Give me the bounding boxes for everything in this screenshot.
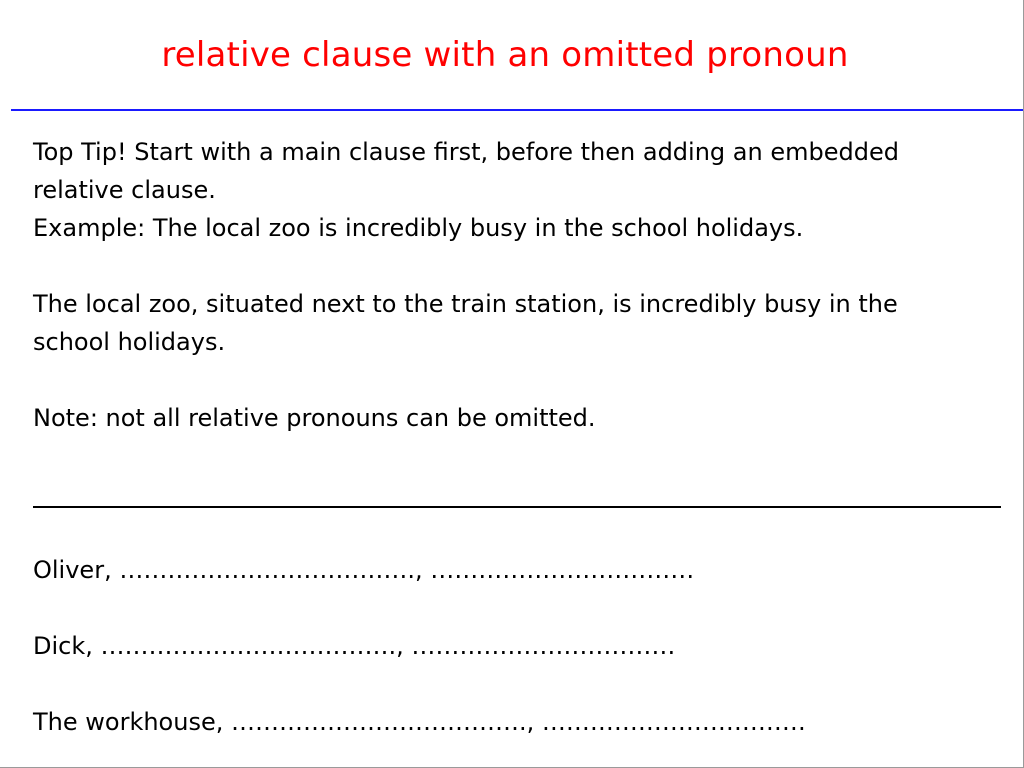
slide-title: relative clause with an omitted pronoun	[161, 35, 849, 75]
title-divider	[11, 109, 1024, 111]
model-sentence-line-2: school holidays.	[33, 328, 226, 356]
tip-line-1: Top Tip! Start with a main clause first, before then adding an embedded	[33, 138, 899, 166]
model-sentence-line-1: The local zoo, situated next to the train station, is incredibly busy in the	[33, 290, 898, 318]
note-text: Note: not all relative pronouns can be omitted.	[33, 404, 596, 432]
prompt-dick: Dick, ………………………………., ……………………………	[33, 632, 676, 660]
prompt-workhouse: The workhouse, ………………………………., ……………………………	[33, 708, 806, 736]
prompt-oliver: Oliver, ………………………………., ……………………………	[33, 556, 695, 584]
section-divider-line	[33, 506, 1001, 508]
tip-line-2: relative clause.	[33, 176, 216, 204]
example-sentence: Example: The local zoo is incredibly busy in the school holidays.	[33, 214, 804, 242]
